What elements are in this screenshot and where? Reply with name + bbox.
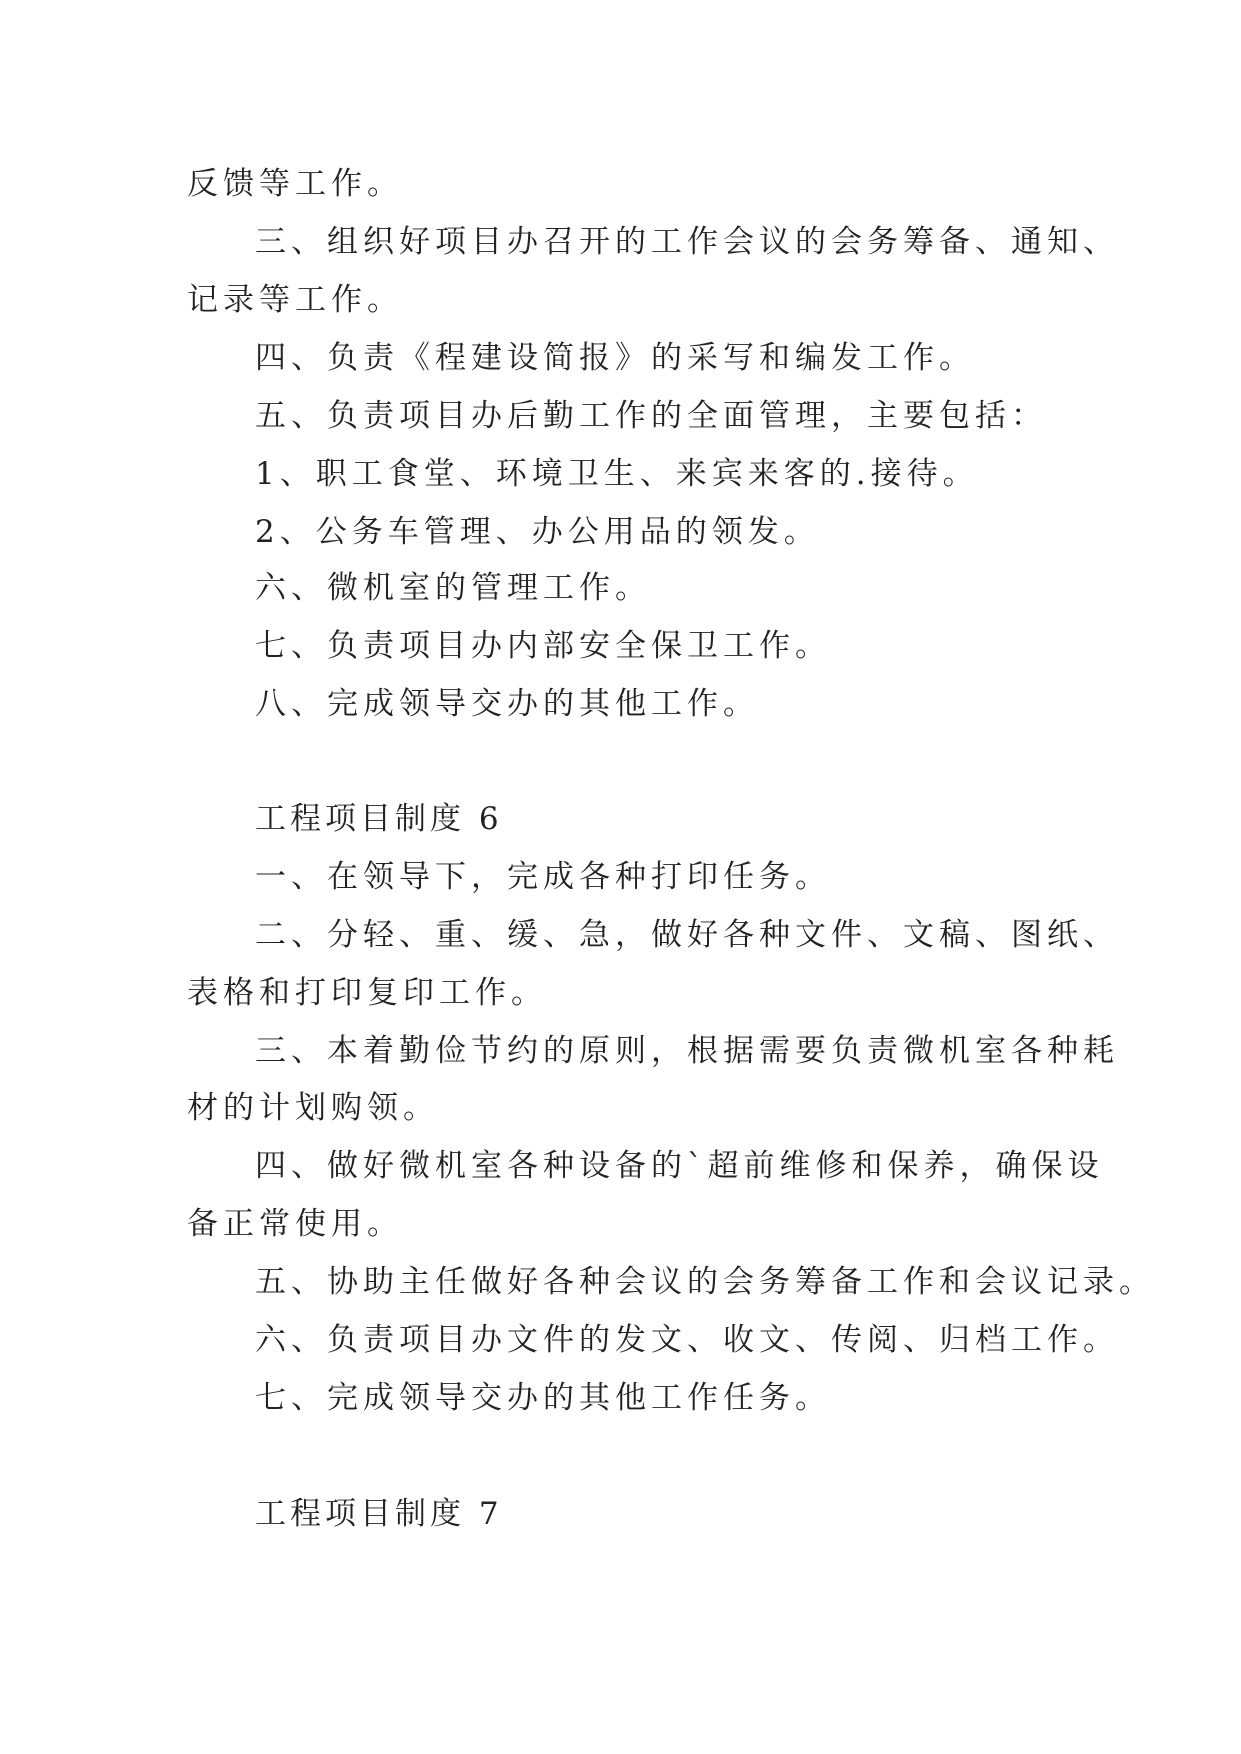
text-line: 六、负责项目办文件的发文、收文、传阅、归档工作。 [255, 1322, 1119, 1358]
text-line: 七、完成领导交办的其他工作任务。 [255, 1380, 831, 1416]
text-line: 六、微机室的管理工作。 [255, 570, 651, 606]
text-line: 三、组织好项目办召开的工作会议的会务筹备、通知、 [255, 224, 1119, 260]
section-heading: 工程项目制度 7 [255, 1496, 503, 1532]
text-line: 2、公务车管理、办公用品的领发。 [255, 514, 820, 550]
text-line: 三、本着勤俭节约的原则，根据需要负责微机室各种耗 [255, 1033, 1119, 1069]
text-line: 五、负责项目办后勤工作的全面管理，主要包括： [255, 398, 1047, 434]
text-line: 记录等工作。 [187, 282, 403, 318]
text-line: 反馈等工作。 [187, 166, 403, 202]
text-line: 备正常使用。 [187, 1206, 403, 1242]
text-line: 四、做好微机室各种设备的`超前维修和保养，确保设 [255, 1148, 1104, 1184]
text-line: 表格和打印复印工作。 [187, 975, 547, 1011]
text-line: 五、协助主任做好各种会议的会务筹备工作和会议记录。 [255, 1264, 1155, 1300]
text-line: 二、分轻、重、缓、急，做好各种文件、文稿、图纸、 [255, 917, 1119, 953]
text-line: 材的计划购领。 [187, 1090, 439, 1126]
text-line: 1、职工食堂、环境卫生、来宾来客的.接待。 [255, 456, 979, 492]
text-line: 八、完成领导交办的其他工作。 [255, 686, 759, 722]
section-heading: 工程项目制度 6 [255, 801, 503, 837]
text-line: 七、负责项目办内部安全保卫工作。 [255, 628, 831, 664]
text-line: 一、在领导下，完成各种打印任务。 [255, 859, 831, 895]
text-line: 四、负责《程建设简报》的采写和编发工作。 [255, 340, 975, 376]
